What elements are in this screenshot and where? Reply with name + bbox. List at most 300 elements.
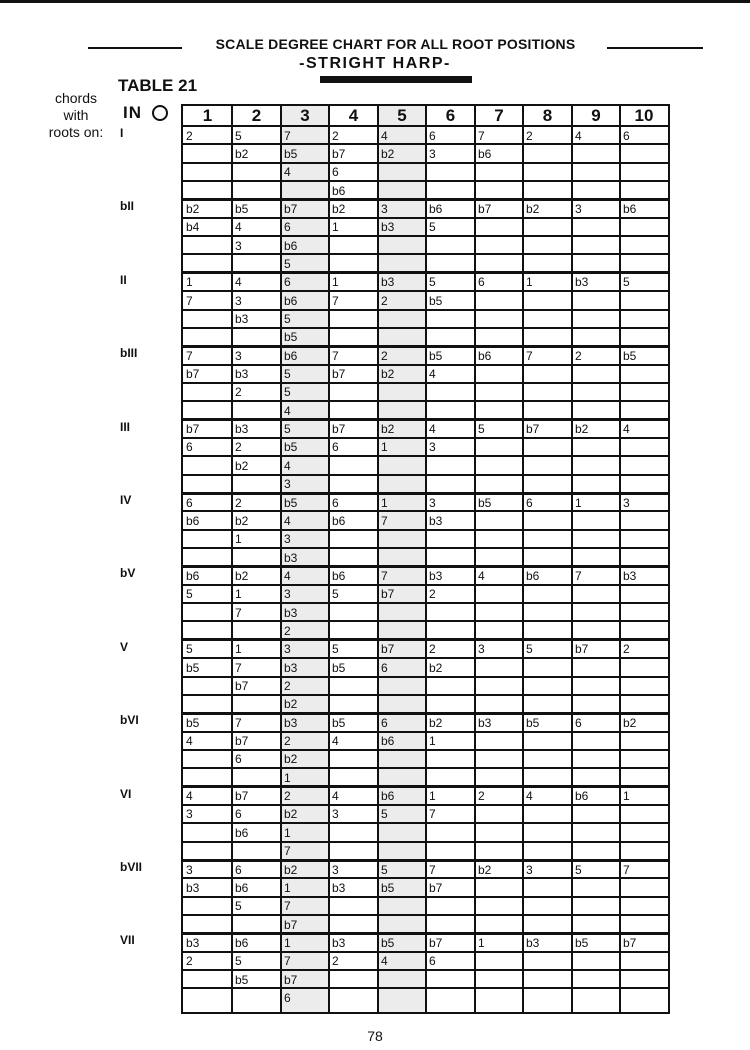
table-cell: 1 bbox=[332, 220, 339, 235]
row-divider bbox=[183, 510, 668, 512]
table-cell: 7 bbox=[186, 348, 193, 363]
group-divider bbox=[183, 785, 668, 788]
table-cell: b2 bbox=[284, 697, 298, 712]
top-border bbox=[0, 0, 750, 3]
in-label: IN bbox=[123, 103, 142, 122]
table-cell: 3 bbox=[186, 807, 193, 822]
table-cell: 3 bbox=[284, 532, 291, 547]
table-cell: 2 bbox=[186, 954, 193, 969]
column-header: 1 bbox=[202, 106, 213, 125]
table-cell: b2 bbox=[575, 422, 589, 437]
table-cell: b2 bbox=[284, 807, 298, 822]
table-cell: b6 bbox=[284, 293, 298, 308]
table-cell: 2 bbox=[332, 128, 339, 143]
header-divider bbox=[183, 125, 668, 127]
table-cell: 3 bbox=[284, 587, 291, 602]
table-cell: 6 bbox=[186, 495, 193, 510]
table-cell: 2 bbox=[429, 642, 436, 657]
table-cell: 7 bbox=[284, 128, 291, 143]
table-cell: b5 bbox=[235, 201, 249, 216]
row-divider bbox=[183, 896, 668, 898]
table-cell: 5 bbox=[381, 862, 388, 877]
table-cell: b6 bbox=[186, 568, 200, 583]
table-cell: b6 bbox=[332, 568, 346, 583]
table-cell: 2 bbox=[284, 679, 291, 693]
table-cell: 6 bbox=[235, 807, 242, 822]
table-cell: 4 bbox=[381, 954, 388, 969]
table-cell: b6 bbox=[429, 201, 443, 216]
table-cell: 1 bbox=[623, 789, 630, 804]
table-cell: b6 bbox=[478, 146, 492, 161]
table-cell: 1 bbox=[235, 642, 242, 657]
table-cell: 1 bbox=[332, 275, 339, 290]
table-cell: 4 bbox=[381, 128, 388, 143]
table-cell: 5 bbox=[429, 275, 436, 290]
table-cell: b7 bbox=[575, 642, 589, 657]
table-cell: 2 bbox=[284, 789, 291, 804]
table-cell: b6 bbox=[575, 789, 589, 804]
table-cell: b3 bbox=[429, 513, 443, 528]
column-header: 9 bbox=[591, 106, 601, 125]
table-cell: b3 bbox=[575, 275, 589, 290]
table-cell: b3 bbox=[284, 660, 298, 675]
root-label: bVII bbox=[120, 860, 143, 874]
table-cell: 6 bbox=[381, 660, 388, 675]
table-cell: 3 bbox=[235, 293, 242, 308]
table-cell: 2 bbox=[284, 623, 291, 638]
table-cell: 4 bbox=[478, 568, 485, 583]
root-label: II bbox=[120, 272, 127, 287]
table-cell: 4 bbox=[284, 403, 291, 418]
table-cell: b7 bbox=[284, 917, 298, 932]
table-cell: 3 bbox=[332, 862, 339, 877]
table-cell: 1 bbox=[284, 880, 291, 895]
table-cell: b3 bbox=[284, 605, 298, 620]
table-cell: b5 bbox=[332, 715, 346, 730]
row-divider bbox=[183, 584, 668, 586]
table-cell: 3 bbox=[575, 201, 582, 216]
row-divider bbox=[183, 327, 668, 329]
table-cell: 5 bbox=[332, 642, 339, 657]
table-cell: b6 bbox=[623, 201, 637, 216]
table-cell: b3 bbox=[623, 568, 637, 583]
row-divider bbox=[183, 162, 668, 164]
table-cell: b2 bbox=[235, 146, 249, 161]
column-header: 8 bbox=[542, 106, 553, 125]
table-cell: b3 bbox=[429, 568, 443, 583]
row-divider bbox=[183, 676, 668, 678]
table-cell: b2 bbox=[526, 201, 540, 216]
side-label-line: with bbox=[63, 107, 89, 123]
table-cell: b6 bbox=[332, 183, 346, 198]
table-cell: b5 bbox=[381, 880, 395, 895]
root-label: III bbox=[120, 419, 131, 434]
table-cell: b4 bbox=[186, 220, 200, 235]
table-label: TABLE 21 bbox=[118, 76, 198, 95]
column-header: 6 bbox=[445, 106, 456, 125]
root-label: VII bbox=[120, 933, 135, 948]
table-cell: 2 bbox=[381, 348, 388, 363]
table-cell: 5 bbox=[623, 275, 630, 290]
table-cell: b2 bbox=[429, 715, 443, 730]
table-cell: b6 bbox=[284, 238, 298, 253]
table-cell: b3 bbox=[381, 275, 395, 290]
table-cell: 1 bbox=[575, 495, 582, 510]
table-cell: 6 bbox=[186, 440, 193, 455]
table-cell: 6 bbox=[381, 715, 388, 730]
row-divider bbox=[183, 987, 668, 989]
table-cell: 4 bbox=[332, 734, 339, 749]
column-header: 7 bbox=[494, 106, 504, 125]
side-label-line: chords bbox=[54, 90, 98, 106]
table-cell: 5 bbox=[235, 128, 242, 143]
table-cell: 4 bbox=[235, 275, 242, 290]
table-cell: 1 bbox=[284, 825, 291, 840]
column-header: 3 bbox=[300, 106, 310, 125]
row-divider bbox=[183, 400, 668, 402]
table-cell: 6 bbox=[429, 128, 436, 143]
table-cell: b6 bbox=[235, 880, 249, 895]
table-cell: 5 bbox=[381, 807, 388, 822]
table-cell: 2 bbox=[623, 642, 630, 657]
table-cell: b7 bbox=[381, 642, 395, 657]
table-cell: b2 bbox=[284, 862, 298, 877]
table-cell: 4 bbox=[332, 789, 339, 804]
table-cell: 3 bbox=[429, 440, 436, 455]
column-header: 4 bbox=[348, 106, 359, 125]
column-header: 5 bbox=[397, 106, 407, 125]
table-cell: 5 bbox=[284, 385, 291, 400]
row-divider bbox=[183, 180, 668, 182]
table-cell: b7 bbox=[429, 880, 443, 895]
column-header: 10 bbox=[634, 106, 654, 125]
table-cell: 4 bbox=[235, 220, 242, 235]
table-cell: 7 bbox=[429, 862, 436, 877]
table-cell: b6 bbox=[478, 348, 492, 363]
table-cell: b7 bbox=[235, 734, 249, 749]
table-cell: 7 bbox=[284, 899, 291, 914]
row-divider bbox=[183, 620, 668, 622]
table-cell: 5 bbox=[284, 422, 291, 437]
table-cell: 2 bbox=[235, 440, 242, 455]
table-cell: b3 bbox=[186, 935, 200, 950]
table-cell: b7 bbox=[186, 422, 200, 437]
table-cell: 3 bbox=[332, 807, 339, 822]
table-cell: 3 bbox=[284, 477, 291, 492]
table-cell: 7 bbox=[381, 568, 388, 583]
group-divider bbox=[183, 565, 668, 568]
table-cell: 7 bbox=[186, 293, 193, 308]
table-cell: 1 bbox=[235, 532, 242, 547]
table-cell: 7 bbox=[381, 513, 388, 528]
row-divider bbox=[183, 290, 668, 292]
table-cell: 5 bbox=[526, 642, 533, 657]
table-cell: 2 bbox=[526, 128, 533, 143]
row-divider bbox=[183, 657, 668, 659]
table-cell: b6 bbox=[526, 568, 540, 583]
table-cell: 5 bbox=[284, 256, 291, 271]
table-cell: b3 bbox=[381, 220, 395, 235]
group-divider bbox=[183, 492, 668, 495]
group-divider bbox=[183, 198, 668, 201]
title-row bbox=[88, 36, 703, 52]
row-divider bbox=[183, 455, 668, 457]
table-cell: 7 bbox=[284, 954, 291, 969]
table-cell: b7 bbox=[429, 935, 443, 950]
table-cell: 1 bbox=[526, 275, 533, 290]
table-cell: b5 bbox=[429, 348, 443, 363]
table-cell: b7 bbox=[332, 367, 346, 382]
table-cell: b2 bbox=[429, 660, 443, 675]
row-divider bbox=[183, 951, 668, 953]
table-cell: 6 bbox=[575, 715, 582, 730]
table-cell: b2 bbox=[478, 862, 492, 877]
table-cell: 3 bbox=[381, 201, 388, 216]
table-cell: 3 bbox=[526, 862, 533, 877]
row-divider bbox=[183, 382, 668, 384]
table-cell: 1 bbox=[429, 789, 436, 804]
table-cell: b7 bbox=[284, 972, 298, 987]
page-subtitle: -STRIGHT HARP- bbox=[299, 55, 451, 72]
table-cell: 6 bbox=[478, 275, 485, 290]
table-cell: b7 bbox=[332, 146, 346, 161]
root-label: IV bbox=[120, 493, 132, 507]
table-cell: 4 bbox=[186, 734, 193, 749]
group-divider bbox=[183, 345, 668, 348]
table-cell: b5 bbox=[284, 440, 298, 455]
row-divider bbox=[183, 437, 668, 439]
row-divider bbox=[183, 364, 668, 366]
table-cell: 3 bbox=[478, 642, 485, 657]
table-cell: 4 bbox=[623, 422, 630, 437]
table-cell: b3 bbox=[186, 880, 200, 895]
table-cell: 3 bbox=[429, 495, 436, 510]
table-cell: 1 bbox=[186, 275, 193, 290]
table-cell: 2 bbox=[235, 495, 242, 510]
table-cell: b7 bbox=[235, 679, 249, 693]
page-number: 78 bbox=[367, 1028, 383, 1044]
page-title: SCALE DEGREE CHART FOR ALL ROOT POSITIONS bbox=[215, 36, 576, 52]
table-cell: 4 bbox=[429, 422, 436, 437]
root-label: bIII bbox=[120, 346, 138, 361]
table-cell: 7 bbox=[332, 348, 339, 363]
table-cell: 2 bbox=[429, 587, 436, 602]
group-divider bbox=[183, 638, 668, 641]
table-cell: b5 bbox=[235, 972, 249, 987]
table-cell: 7 bbox=[235, 660, 242, 675]
side-label-line: roots on: bbox=[48, 124, 104, 140]
table-cell: b3 bbox=[526, 935, 540, 950]
row-divider bbox=[183, 217, 668, 219]
table-cell: b7 bbox=[284, 201, 298, 216]
root-label: VI bbox=[120, 786, 132, 801]
table-cell: 5 bbox=[235, 899, 242, 914]
table-cell: b2 bbox=[284, 752, 298, 767]
table-cell: 5 bbox=[284, 367, 291, 382]
table-cell: b3 bbox=[332, 935, 346, 950]
row-divider bbox=[183, 877, 668, 879]
circle-icon bbox=[152, 105, 168, 121]
table-cell: b2 bbox=[381, 146, 395, 161]
table-cell: b5 bbox=[623, 348, 637, 363]
table-cell: b5 bbox=[284, 146, 298, 161]
table-cell: b3 bbox=[284, 550, 298, 565]
table-cell: 4 bbox=[284, 458, 291, 473]
table-cell: 6 bbox=[623, 128, 630, 143]
table-cell: 2 bbox=[186, 128, 193, 143]
table-cell: 6 bbox=[332, 495, 339, 510]
table-cell: 5 bbox=[478, 422, 485, 437]
table-cell: 4 bbox=[429, 367, 436, 382]
table-cell: 4 bbox=[526, 789, 533, 804]
table-cell: b7 bbox=[478, 201, 492, 216]
table-cell: 2 bbox=[235, 385, 242, 400]
table-cell: b5 bbox=[381, 935, 395, 950]
table-cell: 5 bbox=[235, 954, 242, 969]
table-cell: 7 bbox=[623, 862, 630, 877]
root-label: bV bbox=[120, 566, 136, 581]
table-cell: 6 bbox=[332, 165, 339, 180]
table-cell: 4 bbox=[284, 568, 291, 583]
table-cell: b5 bbox=[284, 330, 298, 345]
table-cell: b6 bbox=[284, 348, 298, 363]
group-divider bbox=[183, 932, 668, 935]
table-cell: 4 bbox=[575, 128, 582, 143]
table-cell: b5 bbox=[526, 715, 540, 730]
table-cell: b3 bbox=[235, 367, 249, 382]
table-cell: 2 bbox=[381, 293, 388, 308]
table-cell: 1 bbox=[284, 770, 291, 785]
table-cell: 2 bbox=[284, 734, 291, 749]
scale-degree-table bbox=[181, 104, 670, 1014]
table-cell: 5 bbox=[284, 312, 291, 326]
table-cell: 7 bbox=[429, 807, 436, 822]
row-divider bbox=[183, 309, 668, 311]
table-cell: 6 bbox=[284, 275, 291, 290]
table-cell: 7 bbox=[478, 128, 485, 143]
table-cell: b6 bbox=[381, 734, 395, 749]
table-cell: 2 bbox=[332, 954, 339, 969]
table-cell: 5 bbox=[429, 220, 436, 235]
table-cell: b3 bbox=[235, 312, 249, 326]
table-cell: b6 bbox=[332, 513, 346, 528]
table-cell: 7 bbox=[575, 568, 582, 583]
table-cell: 7 bbox=[332, 293, 339, 308]
root-label: bII bbox=[120, 199, 134, 214]
row-divider bbox=[183, 253, 668, 255]
table-cell: 1 bbox=[284, 935, 291, 950]
table-cell: 4 bbox=[186, 789, 193, 804]
table-cell: b5 bbox=[186, 715, 200, 730]
table-cell: b6 bbox=[235, 825, 249, 840]
table-cell: b5 bbox=[575, 935, 589, 950]
table-cell: b7 bbox=[186, 367, 200, 382]
row-divider bbox=[183, 694, 668, 696]
table-cell: b5 bbox=[478, 495, 492, 510]
table-cell: 6 bbox=[284, 990, 291, 1005]
table-cell: 3 bbox=[429, 146, 436, 161]
table-cell: 1 bbox=[235, 587, 242, 602]
group-divider bbox=[183, 712, 668, 715]
group-divider bbox=[183, 271, 668, 274]
table-cell: 4 bbox=[284, 513, 291, 528]
row-divider bbox=[183, 547, 668, 549]
row-divider bbox=[183, 529, 668, 531]
row-divider bbox=[183, 804, 668, 806]
table-cell: 2 bbox=[478, 789, 485, 804]
row-divider bbox=[183, 914, 668, 916]
table-cell: 3 bbox=[235, 238, 242, 253]
root-label: bVI bbox=[120, 713, 139, 728]
row-divider bbox=[183, 235, 668, 237]
table-cell: 5 bbox=[575, 862, 582, 877]
group-divider bbox=[183, 859, 668, 862]
table-cell: b2 bbox=[381, 422, 395, 437]
table-cell: 6 bbox=[429, 954, 436, 969]
table-cell: b3 bbox=[332, 880, 346, 895]
table-cell: b2 bbox=[381, 367, 395, 382]
table-cell: 6 bbox=[235, 752, 242, 767]
table-cell: b7 bbox=[623, 935, 637, 950]
table-cell: b2 bbox=[186, 201, 200, 216]
row-divider bbox=[183, 731, 668, 733]
table-cell: 1 bbox=[429, 734, 436, 749]
table-cell: 3 bbox=[623, 495, 630, 510]
table-cell: 6 bbox=[332, 440, 339, 455]
table-cell: 5 bbox=[186, 587, 193, 602]
row-divider bbox=[183, 767, 668, 769]
table-cell: 4 bbox=[284, 165, 291, 180]
table-cell: 6 bbox=[284, 220, 291, 235]
table-cell: b6 bbox=[186, 513, 200, 528]
table-cell: b3 bbox=[235, 422, 249, 437]
root-label: V bbox=[120, 639, 129, 654]
table-cell: 1 bbox=[381, 495, 388, 510]
table-cell: b7 bbox=[235, 789, 249, 804]
table-cell: b5 bbox=[284, 495, 298, 510]
table-cell: 6 bbox=[235, 862, 242, 877]
table-cell: 3 bbox=[186, 862, 193, 877]
row-divider bbox=[183, 143, 668, 145]
table-cell: 1 bbox=[478, 935, 485, 950]
table-cell: 2 bbox=[575, 348, 582, 363]
row-divider bbox=[183, 841, 668, 843]
table-cell: b7 bbox=[332, 422, 346, 437]
table-cell: b2 bbox=[235, 568, 249, 583]
row-divider bbox=[183, 474, 668, 476]
table-cell: b2 bbox=[235, 458, 249, 473]
table-cell: 7 bbox=[235, 715, 242, 730]
table-cell: 5 bbox=[186, 642, 193, 657]
column-header: 2 bbox=[251, 106, 262, 125]
table-cell: 7 bbox=[235, 605, 242, 620]
row-divider bbox=[183, 749, 668, 751]
row-divider bbox=[183, 969, 668, 971]
table-cell: b2 bbox=[332, 201, 346, 216]
table-cell: b6 bbox=[235, 935, 249, 950]
table-cell: b2 bbox=[623, 715, 637, 730]
table-cell: 6 bbox=[526, 495, 533, 510]
table-cell: 3 bbox=[235, 348, 242, 363]
table-cell: b5 bbox=[186, 660, 200, 675]
table-cell: 7 bbox=[284, 844, 291, 859]
table-cell: b5 bbox=[429, 293, 443, 308]
side-label bbox=[46, 90, 106, 141]
row-divider bbox=[183, 602, 668, 604]
table-cell: 1 bbox=[381, 440, 388, 455]
table-cell: b7 bbox=[381, 587, 395, 602]
table-cell: b6 bbox=[381, 789, 395, 804]
